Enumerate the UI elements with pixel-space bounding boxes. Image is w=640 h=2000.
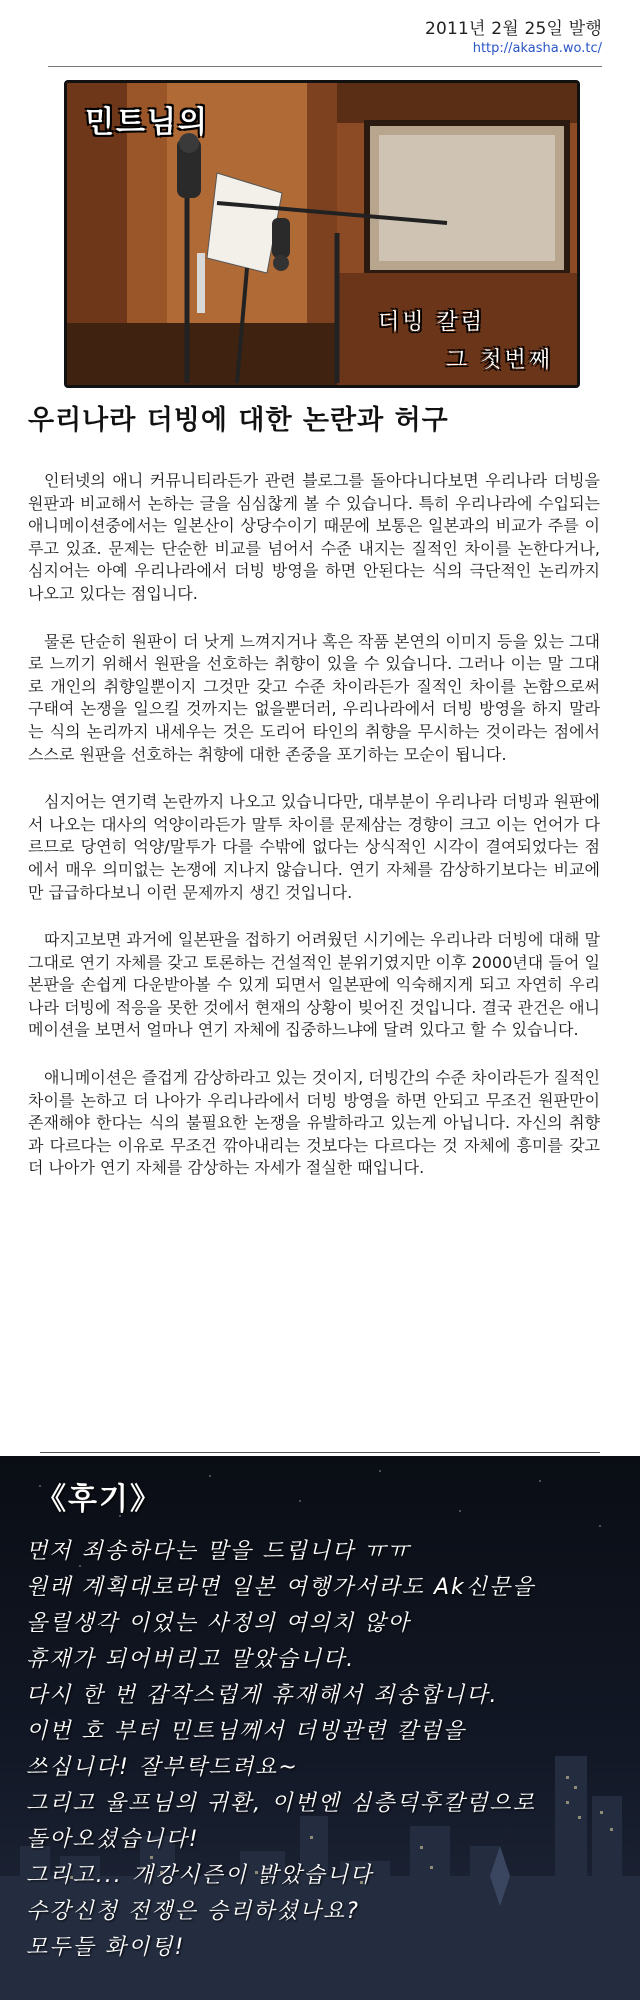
afterword-text [26, 1534, 626, 1966]
afterword-section [0, 1456, 640, 2000]
afterword-line: 먼저 죄송하다는 말을 드립니다 ㅠㅠ [26, 1539, 411, 1564]
afterword-line: 원래 계획대로라면 일본 여행가서라도 Ak신문을 [26, 1575, 536, 1600]
issue-header [425, 14, 602, 56]
afterword-line: 그리고... 개강시즌이 밝았습니다 [26, 1863, 374, 1888]
afterword-line: 이번 호 부터 민트님께서 더빙관련 칼럼을 [26, 1719, 467, 1744]
article-paragraph: 따지고보면 과거에 일본판을 접하기 어려웠던 시기에는 우리나라 더빙에 대해 말 그대로 연기 자체를 갖고 토론하는 건설적인 분위기였지만 이후 2000년대 들어 일본판을 손쉽게 다운받아볼 수 있게 되면서 일본판에 익숙해지게 되고 자연히 우리나라 더빙에 적응을 못한 것에서 현재의 상황이 빚어진 것입니다. 결국 관건은 애니메이션을 보면서 얼마나 연기 자체에 집중하느냐에 달려 있다고 할 수 있습니다. [28, 930, 600, 1040]
afterword-line: 쓰십니다! 잘부탁드려요~ [26, 1755, 299, 1780]
article-paragraph: 물론 단순히 원판이 더 낫게 느껴지거나 혹은 작품 본연의 이미지 등을 있는 그대로 느끼기 위해서 원판을 선호하는 취향이 있을 수 있습니다. 그러나 이는 말 그대로 개인의 취향일뿐이지 그것만 갖고 수준 차이라든가 질적인 차이를 논함으로써 구태여 논쟁을 일으킬 것까지는 없을뿐더러, 우리나라에서 더빙 방영을 하지 말라는 식의 논리까지 내세우는 것은 도리어 타인의 취향을 무시하는 것이라는 점에서 스스로 원판을 선호하는 취향에 대한 존중을 포기하는 모순이 됩니다. [28, 631, 600, 764]
hero-title-column: 더빙 칼럼 [377, 310, 485, 335]
article-paragraph: 애니메이션은 즐겁게 감상하라고 있는 것이지, 더빙간의 수준 차이라든가 질적인 차이를 논하고 더 나아가 우리나라에서 더빙 방영을 하면 안되고 무조건 원판만이 존재해야 한다는 식의 불필요한 논쟁을 유발하라고 있는게 아닙니다. 자신의 취향과 다르다는 이유로 무조건 깎아내리는 것보다는 다르다는 것 자체에 흥미를 갖고 더 나아가 연기 자체를 감상하는 자세가 절실한 때입니다. [28, 1068, 600, 1178]
issue-date: 2011년 2월 25일 발행 [424, 19, 602, 39]
afterword-line: 올릴생각 이었는 사정의 여의치 않아 [26, 1611, 411, 1636]
article-paragraph: 인터넷의 애니 커뮤니티라든가 관련 블로그를 돌아다니다보면 우리나라 더빙을 원판과 비교해서 논하는 글을 심심찮게 볼 수 있습니다. 특히 우리나라에 수입되는 애니메이션중에서는 일본산이 상당수이기 때문에 보통은 일본과의 비교가 주를 이루고 있죠. 문제는 단순한 비교를 넘어서 수준 내지는 질적인 차이를 논한다거나, 심지어는 아예 우리나라에서 더빙 방영을 하면 안된다는 식의 극단적인 논리까지 나오고 있다는 점입니다. [28, 471, 600, 603]
hero-title-episode: 그 첫번째 [445, 348, 553, 373]
hero-title-author: 민트님의 [85, 105, 209, 140]
hero-image [64, 80, 580, 388]
article-paragraph: 심지어는 연기력 논란까지 나오고 있습니다만, 대부분이 우리나라 더빙과 원판에서 나오는 대사의 억양이라든가 말투 차이를 문제삼는 경향이 크고 이는 언어가 다르므로 당연히 억양/말투가 다를 수밖에 없다는 상식적인 시각이 결여되었다는 점에서 매우 의미없는 논쟁에 지나지 않습니다. 연기 자체를 감상하기보다는 비교에만 급급하다보니 이런 문제까지 생긴 것입니다. [28, 792, 600, 902]
section-divider [40, 1452, 600, 1453]
afterword-line: 다시 한 번 갑작스럽게 휴재해서 죄송합니다. [26, 1683, 499, 1708]
article-body [28, 470, 600, 1205]
afterword-line: 휴재가 되어버리고 말았습니다. [26, 1647, 356, 1672]
afterword-title: 《후기》 [36, 1482, 162, 1517]
site-url-link[interactable]: http://akasha.wo.tc/ [472, 41, 602, 56]
header-divider [48, 66, 602, 67]
afterword-line: 돌아오셨습니다! [26, 1827, 200, 1852]
afterword-line: 수강신청 전쟁은 승리하셨나요? [26, 1899, 360, 1924]
afterword-line: 그리고 율프님의 귀환, 이번엔 심층덕후칼럼으로 [26, 1791, 537, 1816]
article-headline: 우리나라 더빙에 대한 논란과 허구 [28, 405, 449, 436]
afterword-line: 모두들 화이팅! [26, 1935, 186, 1960]
